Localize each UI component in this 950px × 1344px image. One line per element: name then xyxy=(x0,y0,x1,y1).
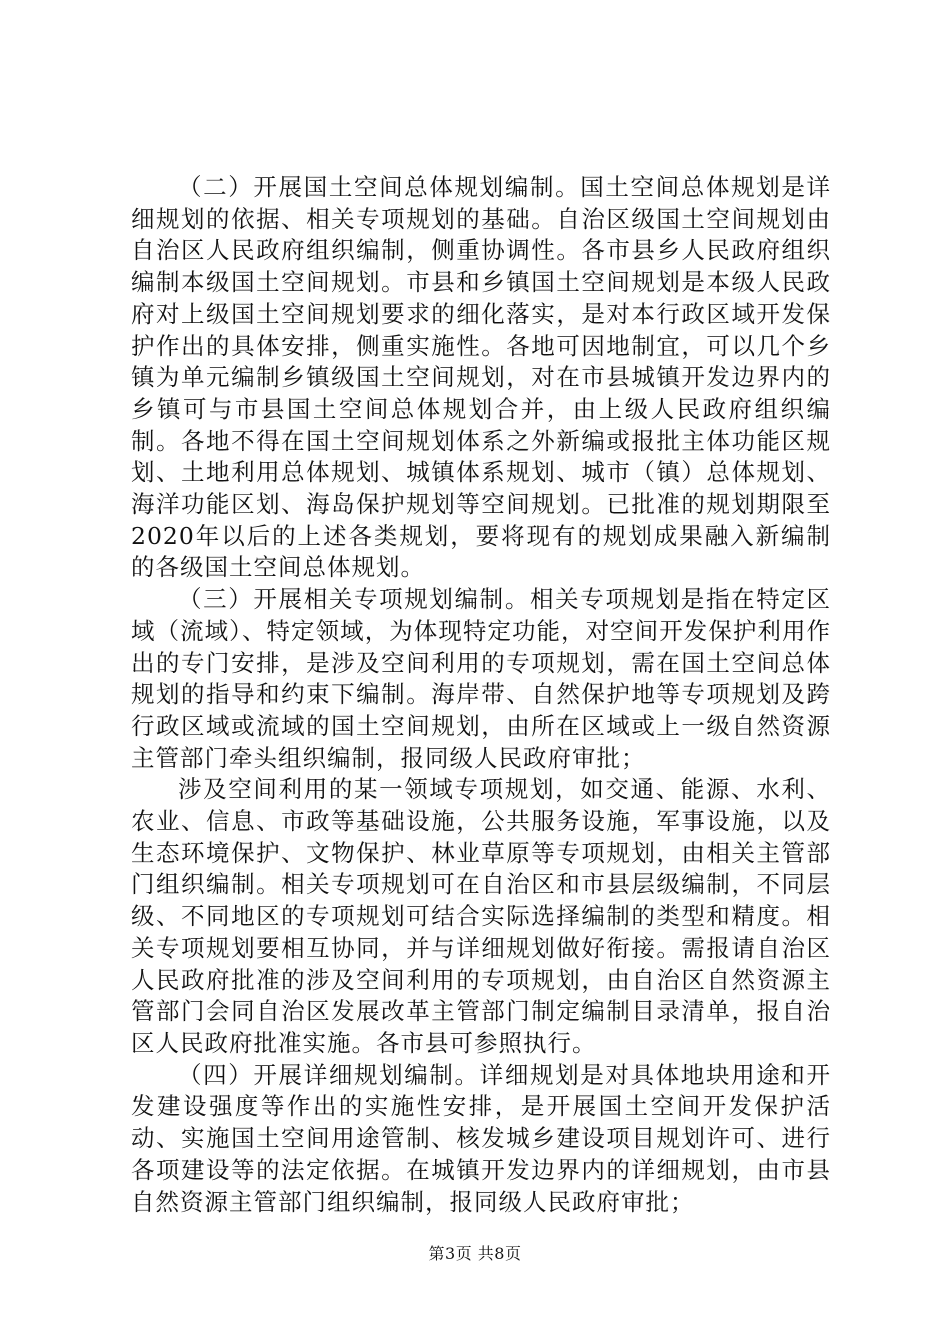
paragraph-overall-planning: （二）开展国土空间总体规划编制。国土空间总体规划是详细规划的依据、相关专项规划的基础。自治区级国土空间规划由自治区人民政府组织编制，侧重协调性。各市县乡人民政府组织编制本级国土空间规划。市县和乡镇国土空间规划是本级人民政府对上级国土空间规划要求的细化落实，是对本行政区域开发保护作出的具体安排，侧重实施性。各地可因地制宜，可以几个乡镇为单元编制乡镇级国土空间规划，对在市县城镇开发边界内的乡镇可与市县国土空间总体规划合并，由上级人民政府组织编制。各地不得在国土空间规划体系之外新编或报批主体功能区规划、土地利用总体规划、城镇体系规划、城市（镇）总体规划、海洋功能区划、海岛保护规划等空间规划。已批准的规划期限至2020年以后的上述各类规划，要将现有的规划成果融入新编制的各级国土空间总体规划。 xyxy=(131,173,831,582)
paragraph-detailed-planning: （四）开展详细规划编制。详细规划是对具体地块用途和开发建设强度等作出的实施性安排，是开展国土空间开发保护活动、实施国土空间用途管制、核发城乡建设项目规划许可、进行各项建设等的法定依据。在城镇开发边界内的详细规划，由市县自然资源主管部门组织编制，报同级人民政府审批； xyxy=(131,1060,831,1216)
paragraph-special-planning: （三）开展相关专项规划编制。相关专项规划是指在特定区域（流域）、特定领域，为体现特定功能，对空间开发保护利用作出的专门安排，是涉及空间利用的专项规划，需在国土空间总体规划的指导和约束下编制。海岸带、自然保护地等专项规划及跨行政区域或流域的国土空间规划，由所在区域或上一级自然资源主管部门牵头组织编制，报同级人民政府审批； xyxy=(131,585,831,772)
document-body xyxy=(131,172,831,1218)
page-number-footer: 第3页 共8页 xyxy=(428,1244,522,1263)
paragraph-sector-planning: 涉及空间利用的某一领域专项规划，如交通、能源、水利、农业、信息、市政等基础设施，公共服务设施，军事设施，以及生态环境保护、文物保护、林业草原等专项规划，由相关主管部门组织编制。相关专项规划可在自治区和市县层级编制，不同层级、不同地区的专项规划可结合实际选择编制的类型和精度。相关专项规划要相互协同，并与详细规划做好衔接。需报请自治区人民政府批准的涉及空间利用的专项规划，由自治区自然资源主管部门会同自治区发展改革主管部门制定编制目录清单，报自治区人民政府批准实施。各市县可参照执行。 xyxy=(131,775,831,1057)
